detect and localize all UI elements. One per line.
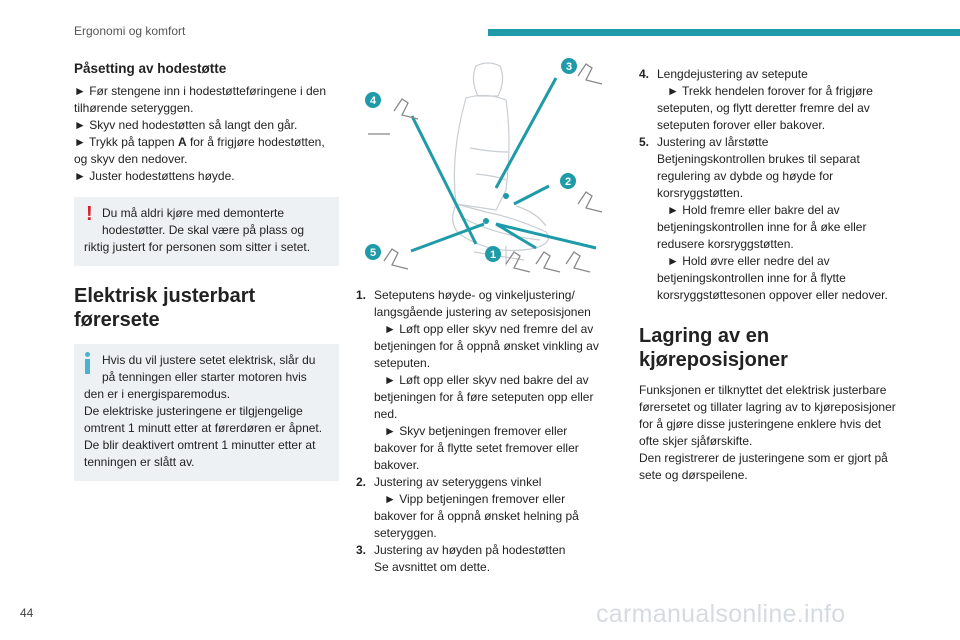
svg-text:3: 3: [565, 61, 573, 73]
item-line: ► Skyv betjeningen fremover eller bakover for å flytte setet fremover eller bakover.: [374, 424, 579, 472]
warning-line: Du må aldri kjøre med demonterte: [102, 206, 285, 220]
item-line: ► Løft opp eller skyv ned bakre del av betjeningen for å føre seteputen opp eller ned.: [374, 373, 594, 421]
warning-rest: hodestøtter. De skal være på plass og riktig justert for personen som sitter i setet.: [84, 223, 311, 254]
section-title-electric-seat: Elektrisk justerbart førersete: [74, 285, 256, 331]
info-box: [74, 344, 339, 481]
marker-5: [365, 244, 381, 260]
heading-headrest-fitting: Påsetting av hodestøtte: [74, 61, 227, 76]
item-line: Se avsnittet om dette.: [374, 560, 491, 574]
item-number: 2.: [356, 475, 367, 489]
paragraph: Funksjonen er tilknyttet det elektrisk justerbare førersetet og tillater lagring av to kjøreposisjoner for å gjøre disse justeringene enklere hvis det ofte skjer sjåførskifte.: [639, 383, 896, 448]
header-accent-bar: [488, 29, 960, 36]
item-title: Lengdejustering av setepute: [657, 67, 808, 81]
info-line: på tenningen eller starter motoren hvis: [102, 370, 307, 384]
info-paragraph: De blir deaktivert omtrent 1 minutter etter at tenningen er slått av.: [84, 438, 316, 469]
column-right: [639, 66, 904, 484]
svg-text:2: 2: [564, 176, 572, 188]
watermark: carmanualsonline.info: [596, 600, 846, 628]
page-number: 44: [20, 606, 34, 620]
info-icon: [84, 352, 92, 378]
item-title: Seteputens høyde- og vinkeljustering/ langsgående justering av seteposisjonen: [374, 288, 591, 319]
list-item: [356, 287, 606, 474]
item-number: 5.: [639, 135, 650, 149]
seat-illustration: [356, 56, 616, 281]
list-item: [639, 66, 904, 134]
marker-4: [365, 92, 381, 108]
header-section-title: Ergonomi og komfort: [74, 24, 186, 38]
info-paragraph: De elektriske justeringene er tilgjengelige omtrent 1 minutt etter at førerdøren er åpnet.: [84, 404, 323, 435]
item-number: 4.: [639, 67, 650, 81]
warning-box: [74, 197, 339, 266]
tab-label: A: [177, 135, 187, 149]
item-title: Justering av lårstøtte: [657, 135, 769, 149]
seat-diagram: [356, 56, 616, 281]
marker-3: [561, 58, 577, 74]
step-text-part: ► Trykk på tappen: [74, 135, 178, 149]
step-text: ► Juster hodestøttens høyde.: [74, 169, 235, 183]
item-line: Betjeningskontrollen brukes til separat regulering av dybde og høyde for korsryggstøtten.: [657, 152, 860, 200]
svg-text:1: 1: [489, 249, 497, 261]
item-title: Justering av seteryggens vinkel: [374, 475, 542, 489]
section-title-memory: Lagring av en kjøreposisjoner: [639, 325, 788, 371]
item-line: ► Vipp betjeningen fremover eller bakover for å oppnå ønsket helning på seteryggen.: [374, 492, 579, 540]
step-text-part: for å frigjøre hodestøtten, og skyv den nedover.: [74, 135, 325, 166]
column-middle: [356, 287, 606, 576]
step-text: ► Før stengene inn i hodestøtteføringene i den tilhørende seteryggen.: [74, 84, 327, 115]
list-item: [639, 134, 904, 304]
list-item: [356, 474, 606, 542]
item-line: ► Løft opp eller skyv ned fremre del av betjeningen for å oppnå ønsket vinkling av seteputen.: [374, 322, 599, 370]
item-line: ► Hold fremre eller bakre del av betjeningskontrollen inne for å øke eller redusere korsryggstøtten.: [657, 203, 867, 251]
item-line: ► Trekk hendelen forover for å frigjøre seteputen, og flytt deretter fremre del av seteputen forover eller bakover.: [657, 84, 873, 132]
step-text: [74, 134, 339, 168]
marker-1: [485, 246, 501, 262]
step-text: ► Skyv ned hodestøtten så langt den går.: [74, 118, 298, 132]
svg-text:4: 4: [369, 95, 377, 107]
warning-icon: !: [86, 203, 93, 225]
item-line: ► Hold øvre eller nedre del av betjeningskontrollen inne for å flytte korsryggstøttesonen oppover eller nedover.: [657, 254, 888, 302]
item-title: Justering av høyden på hodestøtten: [374, 543, 566, 557]
item-number: 3.: [356, 543, 367, 557]
item-number: 1.: [356, 288, 367, 302]
column-left: [74, 60, 339, 481]
svg-text:5: 5: [369, 247, 377, 259]
info-line: den er i energisparemodus.: [84, 387, 231, 401]
paragraph: Den registrerer de justeringene som er gjort på sete og dørspeilene.: [639, 451, 888, 482]
list-item: [356, 542, 606, 576]
marker-2: [560, 173, 576, 189]
info-line: Hvis du vil justere setet elektrisk, slår du: [102, 353, 316, 367]
